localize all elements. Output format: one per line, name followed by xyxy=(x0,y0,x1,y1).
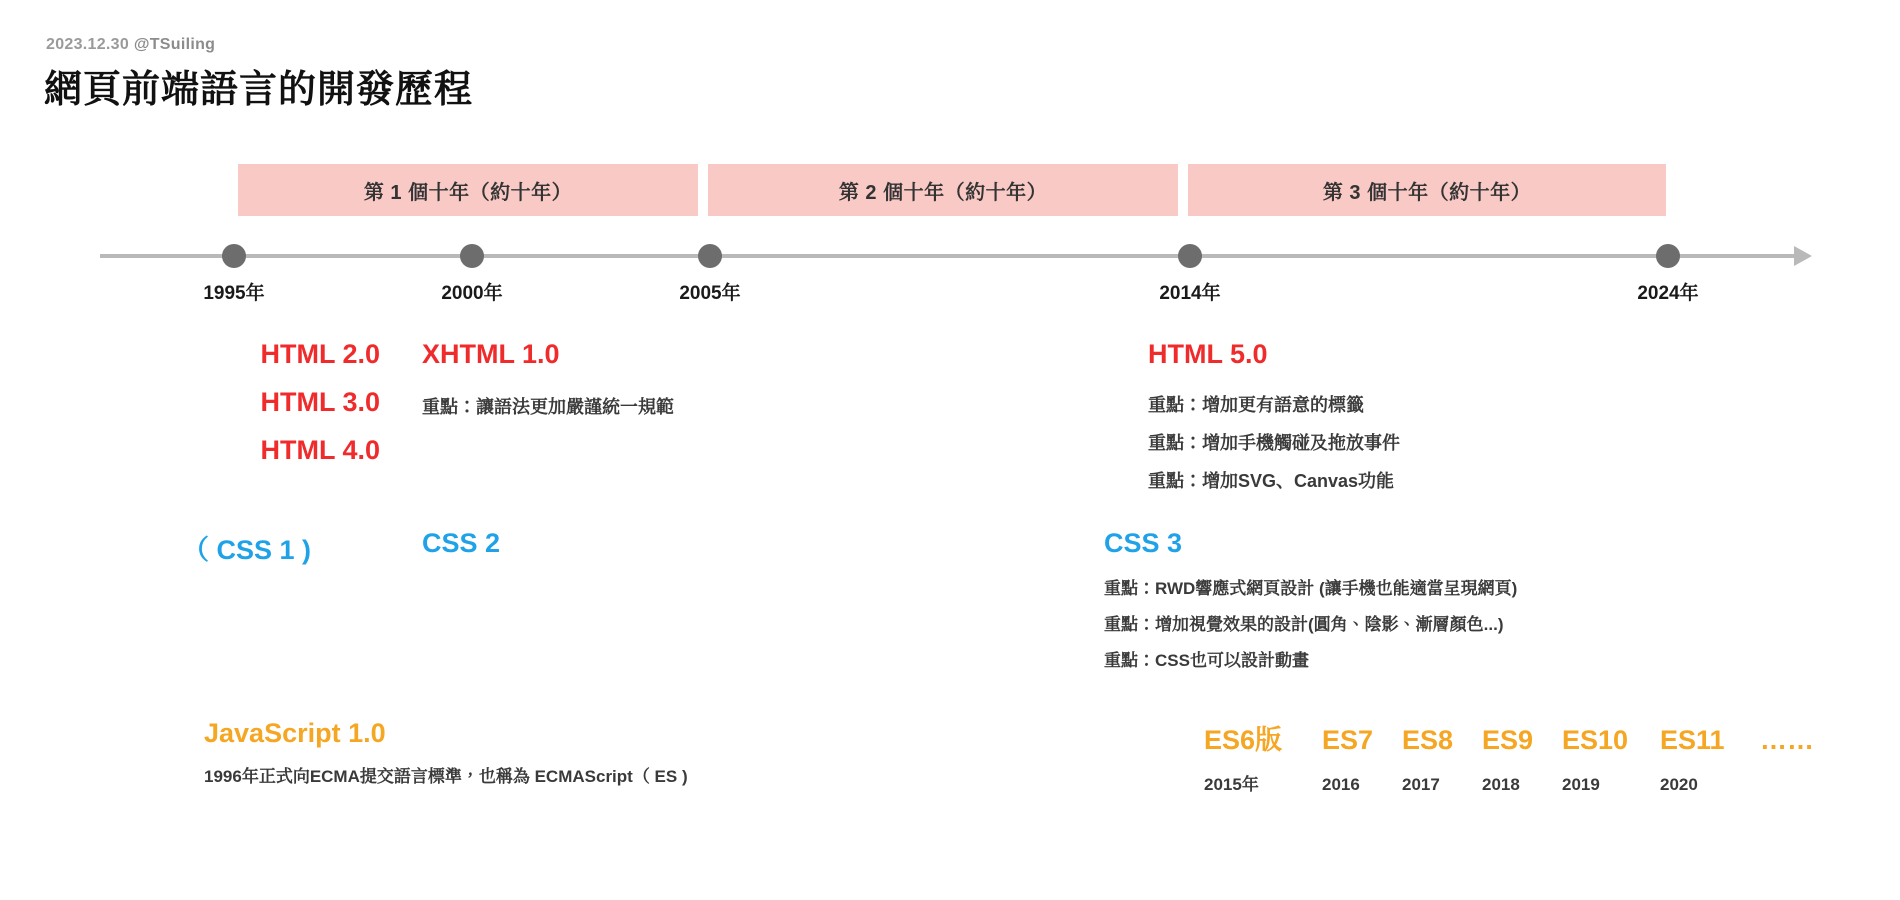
css1-label xyxy=(182,528,311,567)
xhtml-note: 重點：讓語法更加嚴謹統一規範 xyxy=(422,397,674,417)
xhtml-group xyxy=(422,330,674,426)
es-year-2020: 2020 xyxy=(1660,775,1698,794)
css3-title: CSS 3 xyxy=(1104,528,1183,558)
html-versions-1995 xyxy=(50,330,380,474)
javascript-group xyxy=(204,718,688,795)
es-version-es10: ES10 xyxy=(1562,725,1629,755)
css3-note-3: 重點：CSS也可以設計動畫 xyxy=(1104,651,1309,670)
page-title: 網頁前端語言的開發歷程 xyxy=(44,69,474,111)
decade-label-2: 第 2 個十年（約十年） xyxy=(838,181,1048,204)
decade-label-1: 第 1 個十年（約十年） xyxy=(363,181,573,204)
html5-title: HTML 5.0 xyxy=(1148,339,1268,369)
xhtml-title: XHTML 1.0 xyxy=(422,339,560,369)
css1-title: （ CSS 1 ) xyxy=(182,535,312,565)
timeline-node-2000 xyxy=(460,244,484,268)
javascript-note: 1996年正式向ECMA提交語言標準，也稱為 ECMAScript（ ES ) xyxy=(204,767,688,786)
timeline-year-2024: 2024年 xyxy=(1637,283,1699,304)
timeline-node-2005 xyxy=(698,244,722,268)
css3-group xyxy=(1104,528,1517,679)
es-years-row xyxy=(1204,770,1760,795)
html5-note-1: 重點：增加更有語意的標籤 xyxy=(1148,395,1364,415)
html-version-3: HTML 3.0 xyxy=(260,387,380,417)
es-year-2017: 2017 xyxy=(1402,775,1440,794)
es-year-2018: 2018 xyxy=(1482,775,1520,794)
css3-note-1: 重點：RWD響應式網頁設計 (讓手機也能適當呈現網頁) xyxy=(1104,579,1518,598)
es-versions-row xyxy=(1204,718,1814,757)
es-version-es8: ES8 xyxy=(1402,725,1454,755)
timeline-node-1995 xyxy=(222,244,246,268)
meta-line xyxy=(46,36,215,54)
es-version-es9: ES9 xyxy=(1482,725,1534,755)
html5-note-2: 重點：增加手機觸碰及拖放事件 xyxy=(1148,433,1400,453)
timeline-node-2014 xyxy=(1178,244,1202,268)
html-version-4: HTML 4.0 xyxy=(260,435,380,465)
css3-note-2: 重點：增加視覺效果的設計(圓角、陰影、漸層顏色...) xyxy=(1104,615,1504,634)
timeline-node-2024 xyxy=(1656,244,1680,268)
es-version-es6: ES6版 xyxy=(1204,725,1283,755)
timeline-year-1995: 1995年 xyxy=(203,283,265,304)
html-version-2: HTML 2.0 xyxy=(260,339,380,369)
css2-title: CSS 2 xyxy=(422,528,501,558)
javascript-title: JavaScript 1.0 xyxy=(204,718,386,748)
es-version-more: …… xyxy=(1760,725,1814,755)
timeline-year-2014: 2014年 xyxy=(1159,283,1221,304)
timeline-axis xyxy=(100,254,1800,258)
decade-bar-2 xyxy=(708,164,1178,216)
html5-note-3: 重點：增加SVG、Canvas功能 xyxy=(1148,471,1395,491)
es-year-2016: 2016 xyxy=(1322,775,1360,794)
es-version-es11: ES11 xyxy=(1660,725,1725,755)
timeline-year-2005: 2005年 xyxy=(679,283,741,304)
timeline-arrow-head xyxy=(1794,246,1812,266)
meta-handle: @TSuiling xyxy=(133,36,216,53)
timeline-year-2000: 2000年 xyxy=(441,283,503,304)
html5-group xyxy=(1148,330,1400,500)
meta-date: 2023.12.30 xyxy=(46,36,130,53)
es-year-2019: 2019 xyxy=(1562,775,1600,794)
es-version-es7: ES7 xyxy=(1322,725,1374,755)
css2-label xyxy=(422,528,500,559)
decade-label-3: 第 3 個十年（約十年） xyxy=(1322,181,1532,204)
decade-bar-3 xyxy=(1188,164,1666,216)
es-year-2015: 2015年 xyxy=(1204,775,1259,794)
decade-bar-1 xyxy=(238,164,698,216)
